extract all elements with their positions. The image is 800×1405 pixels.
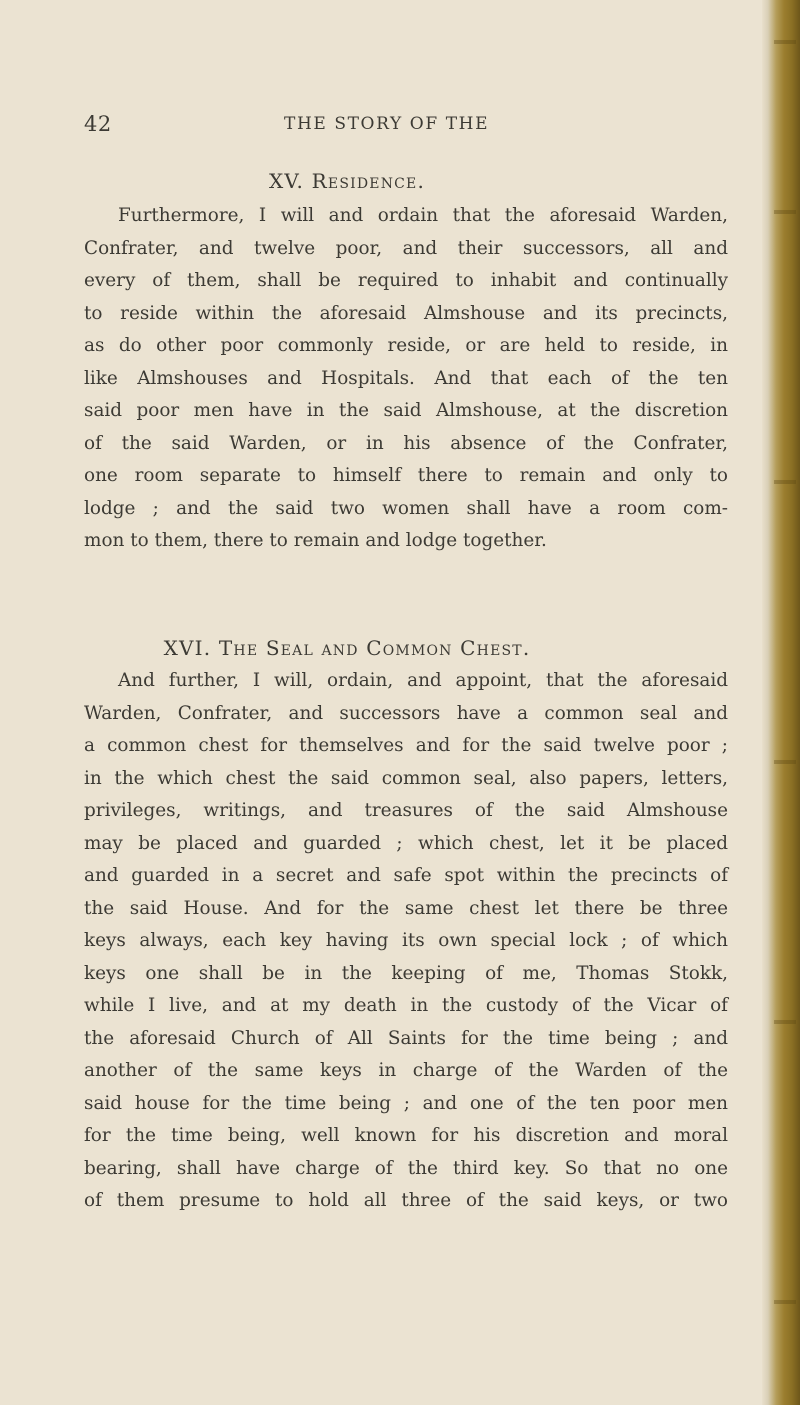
binding-mark (774, 760, 796, 764)
text-line: while I live, and at my death in the custody of the Vicar of (84, 995, 728, 1016)
text-line: may be placed and guarded ; which chest, let it be placed (84, 832, 728, 854)
text-line: a common chest for themselves and for the said twelve poor ; (84, 735, 728, 756)
text-line: mon to them, there to remain and lodge together. (84, 530, 547, 551)
text-line: said poor men have in the said Almshouse, at the discretion (84, 400, 728, 421)
text-line: as do other poor commonly reside, or are held to reside, in (84, 335, 728, 356)
binding-mark (774, 40, 796, 44)
text-line: keys always, each key having its own special lock ; of which (84, 930, 728, 951)
text-line: another of the same keys in charge of the Warden of the (84, 1060, 728, 1081)
text-line: Confrater, and twelve poor, and their successors, all and (84, 237, 728, 259)
text-line: like Almshouses and Hospitals. And that each of the ten (84, 367, 728, 389)
text-line: the said House. And for the same chest let there be three (84, 897, 728, 919)
binding-mark (774, 1020, 796, 1024)
text-line: privileges, writings, and treasures of the said Almshouse (84, 800, 728, 821)
text-line: to reside within the aforesaid Almshouse and its precincts, (84, 302, 728, 324)
text-line: Warden, Confrater, and successors have a common seal and (84, 702, 728, 724)
page-number: 42 (84, 112, 112, 136)
text-line: of the said Warden, or in his absence of the Confrater, (84, 432, 728, 454)
text-line: in the which chest the said common seal, also papers, letters, (84, 767, 728, 789)
text-line: lodge ; and the said two women shall have a room com- (84, 497, 728, 519)
page-edge-binding (762, 0, 800, 1405)
section-heading: XV. Residence. (268, 169, 426, 193)
page-header (0, 112, 760, 142)
text-line: and guarded in a secret and safe spot within the precincts of (84, 865, 728, 886)
section-paragraph (84, 665, 728, 1218)
text-line: every of them, shall be required to inhabit and continually (84, 270, 728, 291)
text-line: keys one shall be in the keeping of me, Thomas Stokk, (84, 962, 728, 984)
text-line: And further, I will, ordain, and appoint, that the aforesaid (118, 670, 728, 691)
text-line: of them presume to hold all three of the said keys, or two (84, 1190, 728, 1211)
text-line: for the time being, well known for his discretion and moral (84, 1125, 728, 1146)
binding-mark (774, 1300, 796, 1304)
running-head: THE STORY OF THE (284, 114, 490, 134)
binding-mark (774, 480, 796, 484)
binding-mark (774, 210, 796, 214)
text-line: the aforesaid Church of All Saints for the time being ; and (84, 1027, 728, 1049)
text-line: Furthermore, I will and ordain that the aforesaid Warden, (118, 205, 728, 226)
text-line: one room separate to himself there to remain and only to (84, 465, 728, 486)
text-line: bearing, shall have charge of the third key. So that no one (84, 1157, 728, 1179)
section-heading: XVI. The Seal and Common Chest. (163, 636, 531, 660)
section-paragraph (84, 200, 728, 558)
text-line: said house for the time being ; and one of the ten poor men (84, 1092, 728, 1114)
